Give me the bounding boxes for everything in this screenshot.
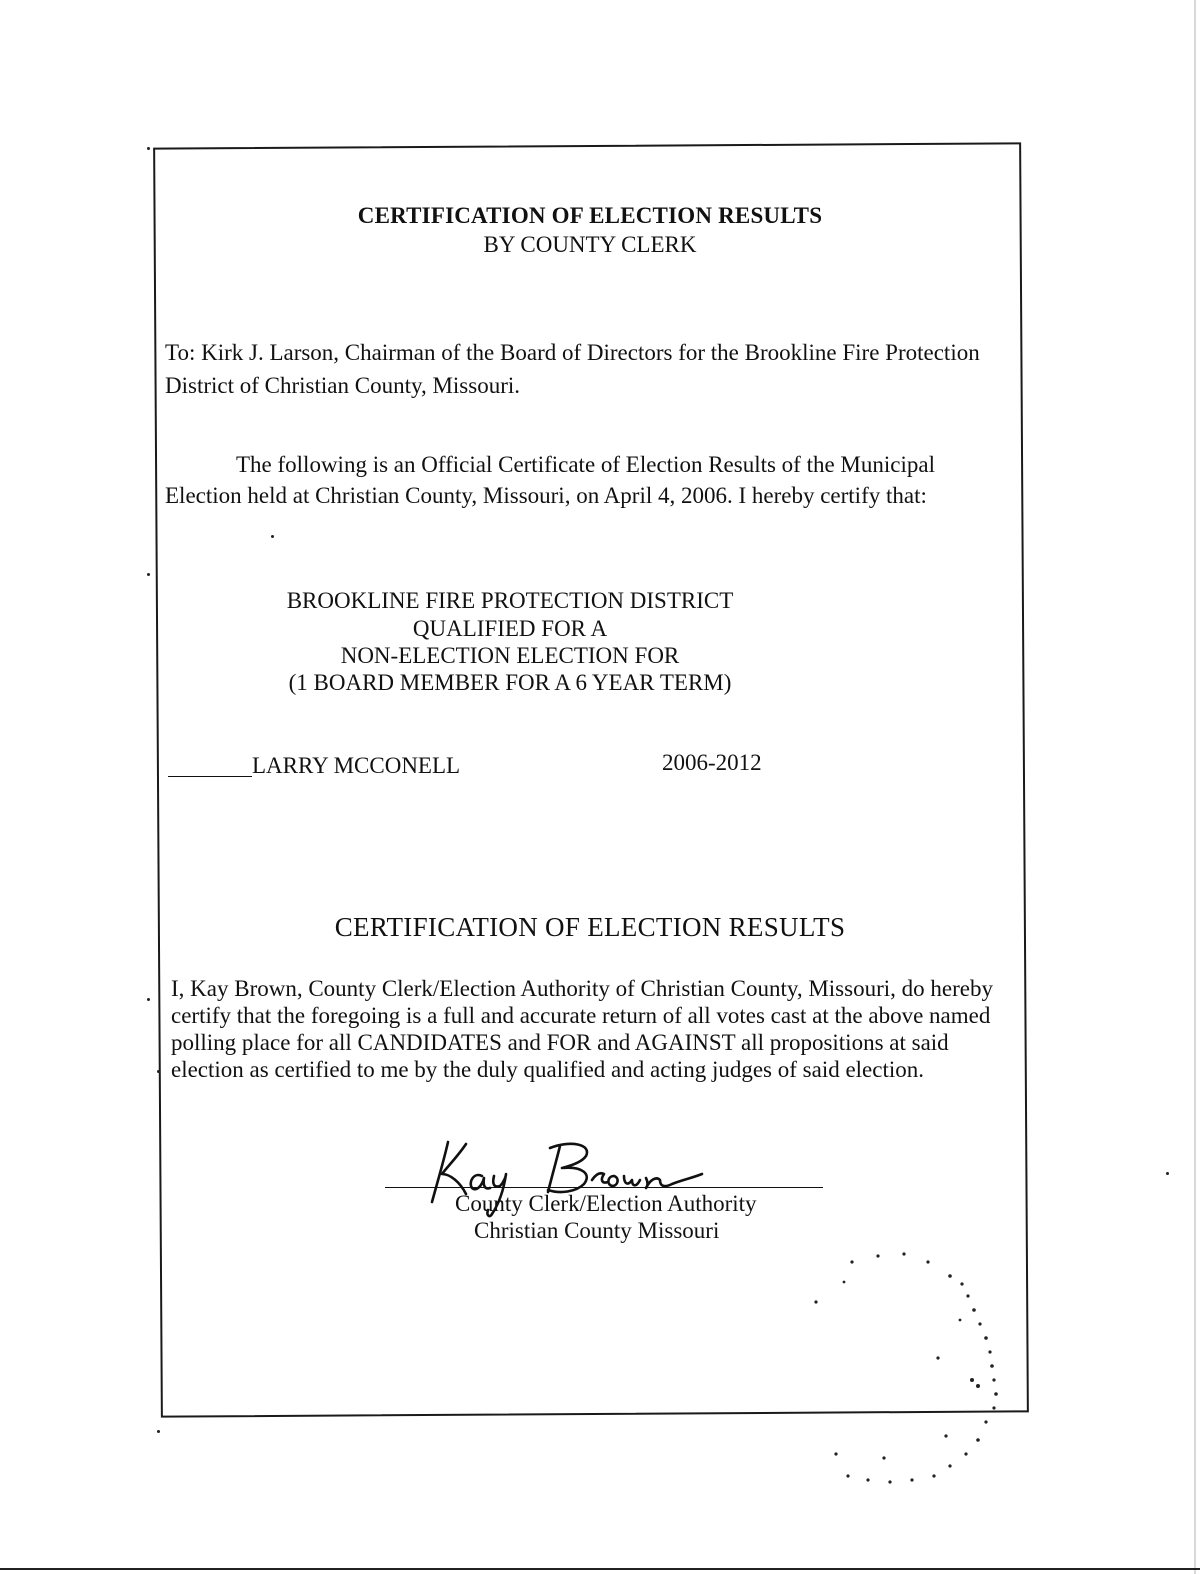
certification-line-4: election as certified to me by the duly qualified and acting judges of said election. — [171, 1057, 925, 1082]
page-edge-bottom — [0, 1568, 1200, 1570]
signature-line — [385, 1187, 823, 1188]
page-edge-right — [1194, 0, 1196, 1574]
addressee-line-2: District of Christian County, Missouri. — [165, 373, 521, 398]
document-title: CERTIFICATION OF ELECTION RESULTS — [357, 203, 823, 228]
scan-speck — [147, 998, 150, 1001]
district-line-2: QUALIFIED FOR A — [412, 616, 608, 641]
signer-role: County Clerk/Election Authority — [455, 1191, 757, 1216]
candidate-name: LARRY MCCONELL — [252, 753, 461, 778]
addressee-line-1: To: Kirk J. Larson, Chairman of the Board of Directors for the Brookline Fire Protection — [165, 340, 980, 365]
scan-speck — [147, 147, 150, 150]
seal-impression — [800, 1240, 1020, 1510]
scan-speck — [157, 1070, 160, 1073]
candidate-blank-line — [168, 776, 252, 777]
scan-speck — [157, 1430, 160, 1433]
district-line-1: BROOKLINE FIRE PROTECTION DISTRICT — [286, 588, 734, 613]
scan-speck — [271, 535, 274, 538]
certification-line-3: polling place for all CANDIDATES and FOR and AGAINST all propositions at said — [171, 1030, 949, 1055]
signer-jurisdiction: Christian County Missouri — [474, 1218, 720, 1243]
scan-speck — [1166, 1172, 1169, 1175]
scan-speck — [147, 573, 150, 576]
certification-line-2: certify that the foregoing is a full and accurate return of all votes cast at the above named — [171, 1003, 991, 1028]
intro-line-2: Election held at Christian County, Missouri, on April 4, 2006. I hereby certify that: — [165, 483, 927, 508]
document-subtitle: BY COUNTY CLERK — [483, 232, 697, 257]
candidate-term: 2006-2012 — [662, 750, 762, 775]
district-line-4: (1 BOARD MEMBER FOR A 6 YEAR TERM) — [288, 670, 732, 695]
intro-line-1: The following is an Official Certificate of Election Results of the Municipal — [236, 452, 935, 477]
certification-line-1: I, Kay Brown, County Clerk/Election Authority of Christian County, Missouri, do hereby — [171, 976, 993, 1001]
certification-title: CERTIFICATION OF ELECTION RESULTS — [334, 912, 846, 942]
district-line-3: NON-ELECTION ELECTION FOR — [340, 643, 680, 668]
